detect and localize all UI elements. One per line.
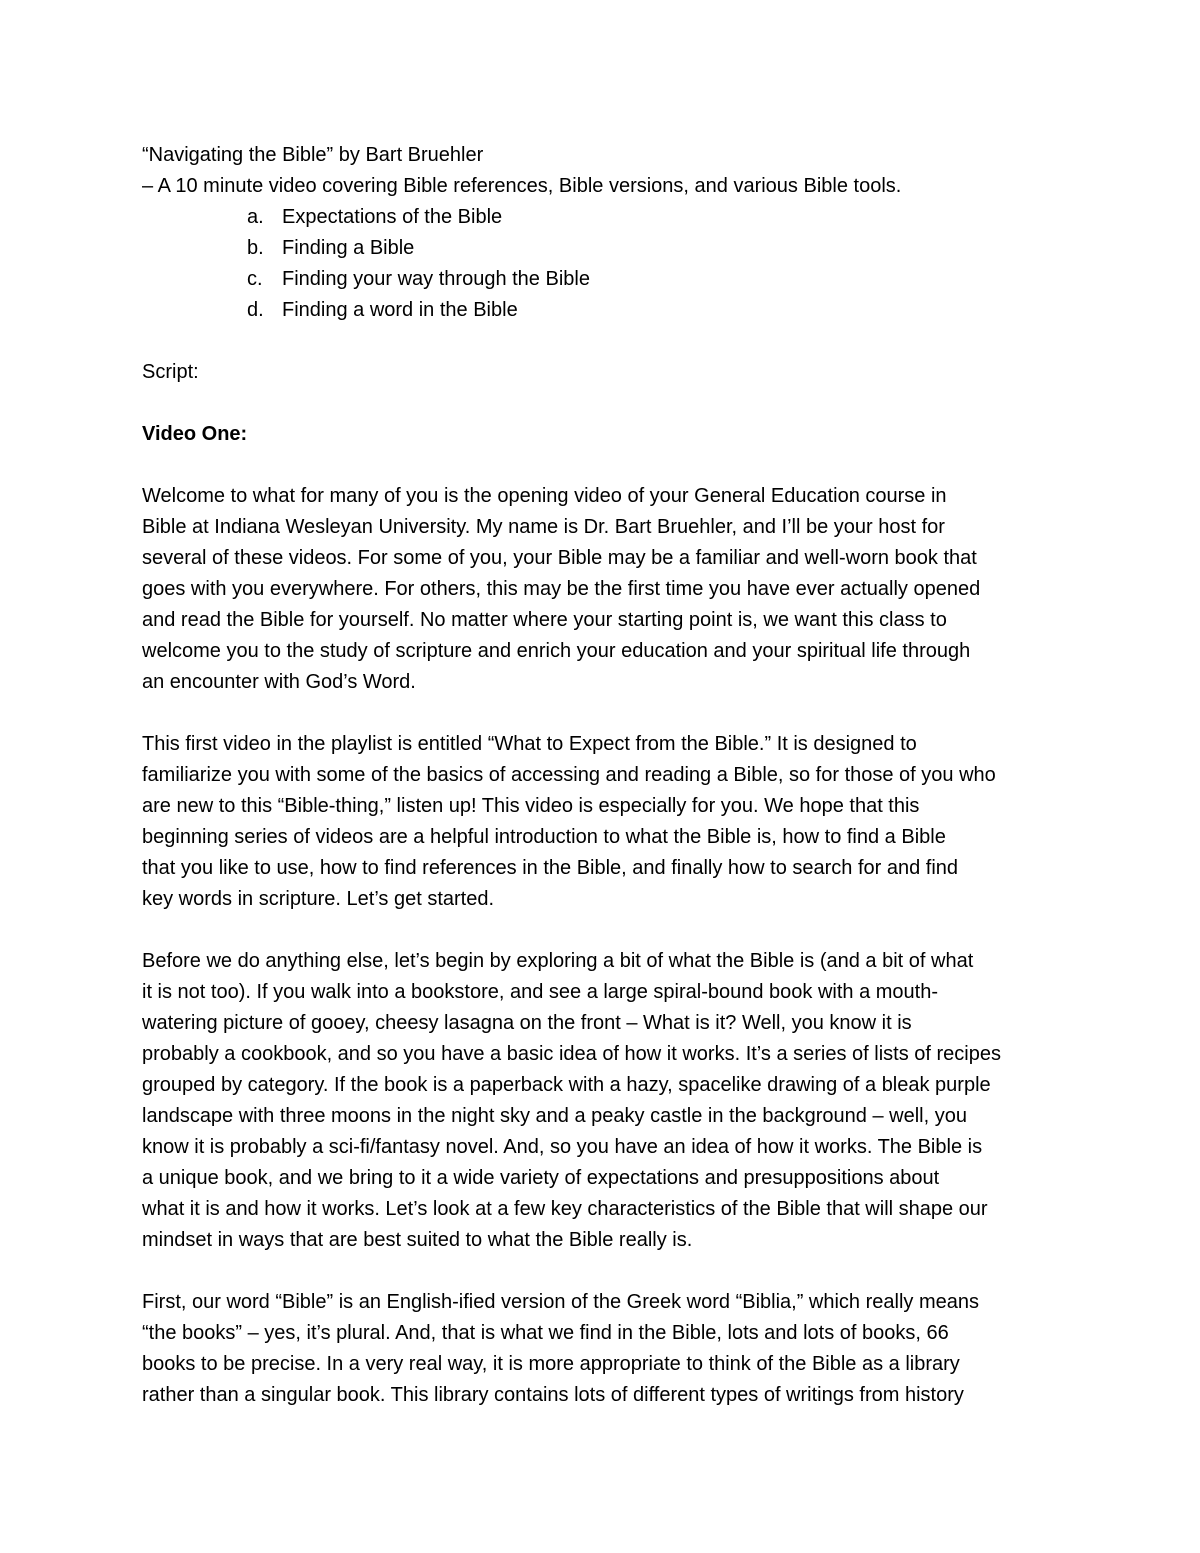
document-page bbox=[142, 140, 1072, 1411]
paragraph-line: watering picture of gooey, cheesy lasagna on the front – What is it? Well, you know it is bbox=[142, 1012, 912, 1034]
spacer bbox=[142, 698, 1072, 729]
paragraph-line: an encounter with God’s Word. bbox=[142, 671, 416, 693]
paragraph-line: key words in scripture. Let’s get started. bbox=[142, 888, 495, 910]
script-label: Script: bbox=[142, 361, 199, 383]
paragraph-line: This first video in the playlist is entitled “What to Expect from the Bible.” It is designed to bbox=[142, 733, 917, 755]
outline-item bbox=[142, 233, 1072, 264]
paragraph-line: goes with you everywhere. For others, this may be the first time you have ever actually opened bbox=[142, 578, 981, 600]
paragraph bbox=[142, 481, 1072, 698]
paragraph-line: landscape with three moons in the night sky and a peaky castle in the background – well, you bbox=[142, 1105, 967, 1127]
paragraph-line: grouped by category. If the book is a paperback with a hazy, spacelike drawing of a bleak purple bbox=[142, 1074, 991, 1096]
paragraph bbox=[142, 1287, 1072, 1411]
paragraph-line: Bible at Indiana Wesleyan University. My name is Dr. Bart Bruehler, and I’ll be your host for bbox=[142, 516, 945, 538]
paragraph-line: and read the Bible for yourself. No matter where your starting point is, we want this class to bbox=[142, 609, 947, 631]
paragraph-line: welcome you to the study of scripture and enrich your education and your spiritual life through bbox=[142, 640, 971, 662]
paragraph bbox=[142, 729, 1072, 915]
paragraph-line: beginning series of videos are a helpful introduction to what the Bible is, how to find a Bible bbox=[142, 826, 946, 848]
spacer bbox=[142, 915, 1072, 946]
paragraph-line: Welcome to what for many of you is the opening video of your General Education course in bbox=[142, 485, 947, 507]
outline-marker: d. bbox=[247, 299, 264, 321]
outline-item-text: Finding your way through the Bible bbox=[282, 268, 590, 290]
paragraph-line: a unique book, and we bring to it a wide variety of expectations and presuppositions about bbox=[142, 1167, 940, 1189]
paragraph-line: are new to this “Bible-thing,” listen up! This video is especially for you. We hope that this bbox=[142, 795, 920, 817]
spacer bbox=[142, 450, 1072, 481]
outline-item-text: Finding a Bible bbox=[282, 237, 415, 259]
paragraph-line: probably a cookbook, and so you have a basic idea of how it works. It’s a series of lists of recipes bbox=[142, 1043, 1001, 1065]
paragraph bbox=[142, 946, 1072, 1256]
outline-item bbox=[142, 202, 1072, 233]
spacer bbox=[142, 388, 1072, 419]
paragraph-line: what it is and how it works. Let’s look at a few key characteristics of the Bible that will shape our bbox=[142, 1198, 988, 1220]
paragraph-line: Before we do anything else, let’s begin by exploring a bit of what the Bible is (and a bit of what bbox=[142, 950, 974, 972]
paragraph-line: know it is probably a sci-fi/fantasy novel. And, so you have an idea of how it works. The Bible is bbox=[142, 1136, 983, 1158]
spacer bbox=[142, 1256, 1072, 1287]
outline-item-text: Finding a word in the Bible bbox=[282, 299, 518, 321]
paragraph-line: rather than a singular book. This library contains lots of different types of writings from history bbox=[142, 1384, 964, 1406]
paragraph-line: books to be precise. In a very real way, it is more appropriate to think of the Bible as a library bbox=[142, 1353, 960, 1375]
paragraph-line: mindset in ways that are best suited to what the Bible really is. bbox=[142, 1229, 693, 1251]
outline-item bbox=[142, 264, 1072, 295]
paragraph-line: First, our word “Bible” is an English-ified version of the Greek word “Biblia,” which really means bbox=[142, 1291, 979, 1313]
paragraph-line: several of these videos. For some of you, your Bible may be a familiar and well-worn book that bbox=[142, 547, 977, 569]
paragraph-line: “the books” – yes, it’s plural. And, that is what we find in the Bible, lots and lots of books, 66 bbox=[142, 1322, 949, 1344]
document-title: “Navigating the Bible” by Bart Bruehler bbox=[142, 144, 484, 166]
spacer bbox=[142, 326, 1072, 357]
topic-outline bbox=[142, 202, 1072, 326]
paragraph-line: it is not too). If you walk into a bookstore, and see a large spiral-bound book with a mouth- bbox=[142, 981, 938, 1003]
outline-marker: a. bbox=[247, 206, 264, 228]
outline-marker: c. bbox=[247, 268, 263, 290]
document-subtitle: – A 10 minute video covering Bible references, Bible versions, and various Bible tools. bbox=[142, 175, 902, 197]
paragraph-line: that you like to use, how to find references in the Bible, and finally how to search for and find bbox=[142, 857, 959, 879]
paragraph-line: familiarize you with some of the basics of accessing and reading a Bible, so for those of you who bbox=[142, 764, 996, 786]
outline-marker: b. bbox=[247, 237, 264, 259]
outline-item-text: Expectations of the Bible bbox=[282, 206, 503, 228]
outline-item bbox=[142, 295, 1072, 326]
video-heading: Video One: bbox=[142, 423, 248, 445]
